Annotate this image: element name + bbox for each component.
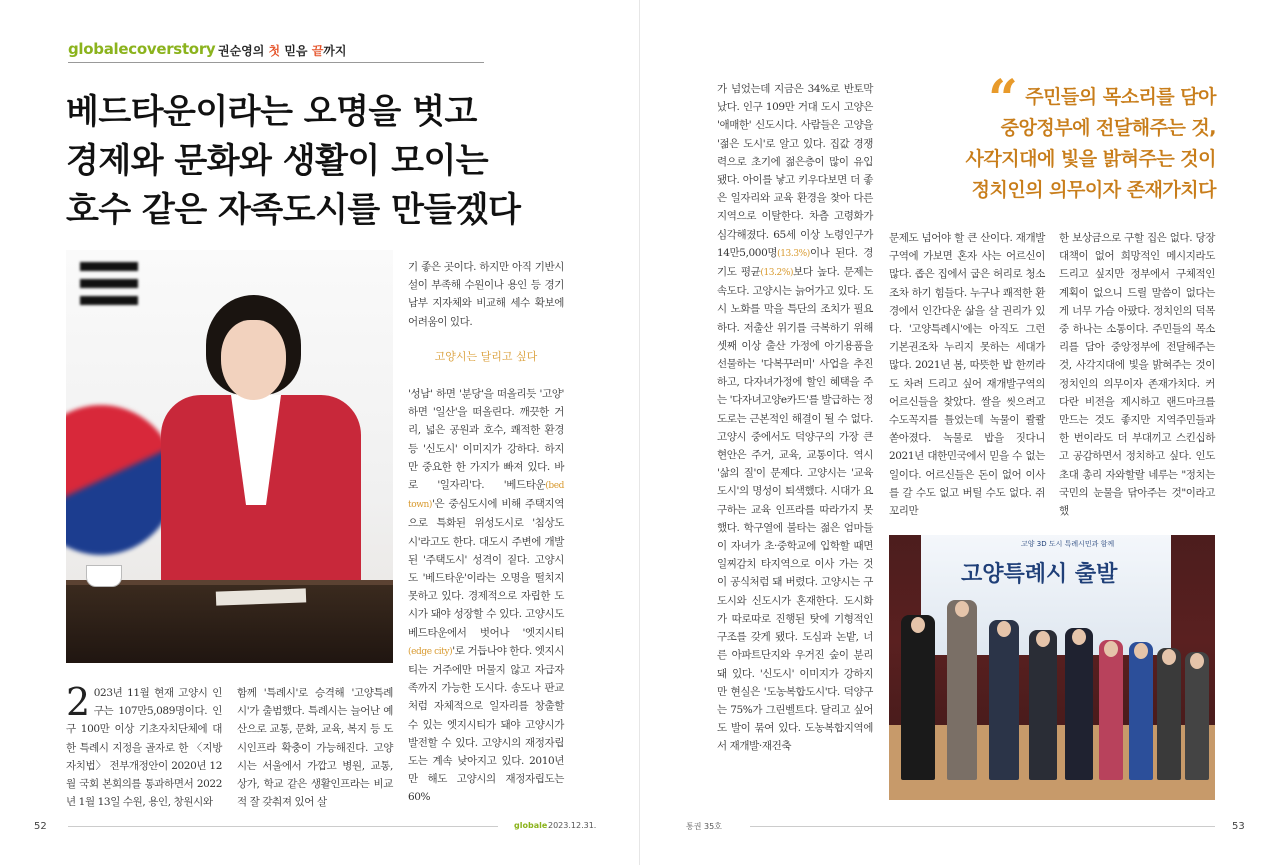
- column-3b-text: [408, 385, 564, 807]
- headline-line-3: 호수 같은 자족도시를 만들겠다: [66, 190, 521, 230]
- section-header: [68, 40, 484, 63]
- subtitle-hl: 첫: [268, 44, 281, 58]
- headline-line-1: 베드타운이라는 오명을 벗고: [66, 92, 477, 132]
- c4-part1: 가 넘었는데 지금은 34%로 반토막났다. 인구 109만 거대 도시 고양은 '애매한' 신도시다. 사람들은 고양을 '젊은 도시'로 알고 있다. 집값 경쟁력으로 초기에 젊은층이 많이 유입됐다. 아이를 낳고 키우다보면 더 좋은 일자리와 교육 환경을 찾아 다른 지역으로 이탈한다. 차츰 고령화가 심각해졌다. 65세 이상 노령인구가 14만5,000명: [717, 83, 873, 259]
- column-6-text: 한 보상금으로 구할 집은 없다. 당장 대책이 없어 희망적인 메시지라도 드리고 싶지만 정부에서 구체적인 계획이 없으니 드릴 말씀이 없다는 게 너무 가슴 아팠다. 정치인의 덕목 중 하나는 소통이다. 주민들의 목소리를 담아 중앙정부에 전달해주는 것, 사각지대에 빛을 밝혀주는 것이 정치인의 의무이자 존재가치다. 커다란 비전을 제시하고 랜드마크를 만드는 것도 좋지만 지역주민들과 한 번이라도 더 부대끼고 스킨십하고 공감하면서 정치하고 싶다. 인도 초대 총리 자와할랄 네루는 "정치는 국민의 눈물을 닦아주는 것"이라고 했: [1059, 232, 1215, 518]
- attendee-1-head: [911, 617, 925, 633]
- face: [221, 320, 286, 400]
- person-figure: [161, 295, 361, 615]
- page-number-right: 53: [1232, 821, 1245, 832]
- event-photo: [889, 535, 1215, 800]
- quote-line-4: 정치인의 의무이자 존재가치다: [971, 179, 1216, 201]
- body-column-4: [717, 80, 873, 756]
- body-column-3b: [408, 385, 564, 807]
- attendee-9: [1185, 652, 1209, 780]
- subtitle-pre: 권순영의: [218, 44, 269, 58]
- c4-part3: 보다 높다. 문제는 속도다. 고양시는 늙어가고 있다. 도시 노화를 막을 특단의 조치가 필요하다. 저출산 위기를 극복하기 위해 셋째 이상 출산 가정에 아기용품을 선물하는 '다복꾸러미' 사업을 추진하고, 다자녀가정에 할인 혜택을 주는 '다자녀고양e카드'를 발급하는 정도로는 근본적인 해결이 될 수 없다. 고양시 중에서도 덕양구의 가장 큰 현안은 주거, 교육, 교통이다. 역시 '삶의 질'이 문제다. 고양시는 '교육도시'의 명성이 퇴색했다. 시대가 요구하는 교육 인프라를 따라가지 못했다. 학구열에 불타는 젊은 엄마들이 자녀가 초·중학교에 입학할 때면 일찌감치 타지역으로 이사 가는 것이 공식처럼 돼 버렸다. 고양시는 구도시와 신도시가 혼재한다. 도시화가 따로따로 진행된 탓에 기형적인 구조를 갖게 됐다. 도심과 논밭, 너른 아파트단지와 우거진 숲이 분리돼 있다. '신도시' 이미지가 강하지만 현실은 '도농복합도시'다. 덕양구는 75%가 그린벨트다. 달리고 싶어도 발이 묶여 있다. 도농복합지역에서 재개발·재건축: [717, 266, 874, 753]
- c3b-part2: '은 중심도시에 비해 주택지역으로 특화된 위성도시로 '침상도시'라고도 한다. 대도시 주변에 개발된 '주택도시' 성격이 짙다. 고양시도 '베드타운'이라는 오명을 떨치지 못하고 있다. 경제적으로 자립한 도시가 돼야 성장할 수 있다. 고양시도 베드타운에서 벗어나 '엣지시티: [408, 498, 564, 639]
- attendee-4: [1029, 630, 1057, 780]
- c3b-part3: '로 거듭나야 한다. 엣지시티는 거주에만 머물지 않고 자급자족까지 가능한 도시다. 송도나 판교처럼 자체적으로 일자리를 창출할 수 있는 엣지시티가 돼야 고양시가 발전할 수 있다. 고양시의 재정자립도는 계속 낮아지고 있다. 2010년만 해도 고양시의 재정자립도는 60%: [408, 644, 564, 804]
- portrait-photo: [66, 250, 393, 663]
- column-2-text: 함께 '특례시'로 승격해 '고양특례시'가 출범했다. 특례시는 늘어난 예산으로 교통, 문화, 교육, 복지 등 도시인프라 확충이 가능해진다. 고양시는 서울에서 가깝고 병원, 교통, 상가, 학교 같은 생활인프라는 비교적 잘 갖춰져 있어 살: [237, 687, 393, 809]
- body-column-1: [66, 680, 222, 811]
- attendee-6: [1099, 640, 1123, 780]
- c3b-part1: '성남' 하면 '분당'을 떠올리듯 '고양' 하면 '일산'을 떠올린다. 깨끗한 거리, 넓은 공원과 호수, 쾌적한 환경 등 '신도시' 이미지가 강하다. 하지만 중요한 한 가지가 빠져 있다. 바로 '일자리'다. '베드타운: [408, 388, 564, 492]
- section-subhead: 고양시는 달리고 싶다: [434, 350, 538, 363]
- page-number-left: 52: [34, 821, 47, 832]
- body-column-3a: [408, 258, 564, 331]
- footer-date: 2023.12.31.: [548, 821, 597, 830]
- c3b-hl2: (edge city): [408, 646, 453, 657]
- attendee-1: [901, 615, 935, 780]
- flag-trigram: [80, 262, 140, 322]
- column-3a-text: 기 좋은 곳이다. 하지만 아직 기반시설이 부족해 수원이나 용인 등 경기 남부 지자체와 비교해 세수 확보에 어려움이 있다.: [408, 261, 564, 328]
- footer-brand: [514, 821, 547, 830]
- brand-e: e: [118, 40, 129, 58]
- section-brand: [68, 40, 215, 58]
- body-column-6: [1059, 229, 1215, 520]
- attendee-8: [1157, 648, 1181, 780]
- banner-title: 고양특례시 출발: [961, 562, 1118, 587]
- attendee-3-head: [997, 621, 1011, 637]
- footer-rule-left: [68, 826, 498, 827]
- brand-global: global: [68, 40, 119, 58]
- footer-brand-global: global: [514, 821, 542, 830]
- teacup: [86, 565, 122, 587]
- subtitle-mid: 믿음: [280, 44, 312, 58]
- brand-coverstory: coverstory: [128, 40, 216, 58]
- body-column-2: [237, 684, 393, 811]
- drop-cap: 2: [66, 680, 90, 724]
- c4-part2: 이나 된다. 경기도 평균: [717, 246, 873, 279]
- attendee-3: [989, 620, 1019, 780]
- c4-hl2: (13.2%): [760, 268, 794, 279]
- subtitle-post: 까지: [323, 44, 347, 58]
- pull-quote: [960, 82, 1216, 206]
- section-subtitle: [218, 42, 346, 59]
- attendee-4-head: [1036, 631, 1050, 647]
- subtitle-hl2: 끝: [311, 44, 324, 58]
- attendee-9-head: [1190, 653, 1204, 669]
- footer-issue: 통권 35호: [686, 822, 722, 831]
- column-5-text: 문제도 넘어야 할 큰 산이다. 재개발구역에 가보면 혼자 사는 어르신이 많다. 좁은 집에서 굽은 허리로 청소조차 하기 힘들다. 누구나 쾌적한 환경에서 인간다운 삶을 살 권리가 있다. '고양특례시'에는 아직도 그런 기본권조차 누리지 못하는 세대가 많다. 2021년 봄, 따뜻한 밥 한끼라도 차려 드리고 싶어 재개발구역의 어르신들을 찾았다. 쌀을 씻으려고 수도꼭지를 틀었는데 녹물이 콸콸 쏟아졌다. 녹물로 밥을 짓다니 2021년 대한민국에서 믿을 수 없는 일이다. 어르신들은 돈이 없어 이사를 갈 수도 없고 버틸 수도 없다. 쥐꼬리만: [889, 232, 1045, 518]
- c4-hl1: (13.3%): [777, 248, 810, 259]
- attendee-5: [1065, 628, 1093, 780]
- column-1-text: 023년 11월 현재 고양시 인구는 107만5,089명이다. 인구 100만 이상 기초자치단체에 대한 특례시 지정을 골자로 한 〈지방자치법〉 전부개정안이 2020년 12월 국회 본회의를 통과하면서 2022년 1월 13일 수원, 용인, 창원시와: [66, 687, 222, 809]
- quote-line-2: 중앙정부에 전달해주는 것,: [1000, 117, 1216, 139]
- column-4-text: [717, 80, 873, 756]
- article-headline: [66, 88, 586, 235]
- attendee-2: [947, 600, 977, 780]
- quote-line-1: 주민들의 목소리를 담아: [1025, 86, 1216, 108]
- attendee-6-head: [1104, 641, 1118, 657]
- attendee-7-head: [1134, 643, 1148, 659]
- attendee-7: [1129, 642, 1153, 780]
- attendee-8-head: [1162, 649, 1176, 665]
- attendee-5-head: [1072, 629, 1086, 645]
- quote-mark-icon: “: [988, 69, 1018, 130]
- banner-subtitle: 고양 3D 도시 특례시민과 함께: [1021, 540, 1115, 548]
- attendee-2-head: [955, 601, 969, 617]
- body-column-5: [889, 229, 1045, 520]
- headline-line-2: 경제와 문화와 생활이 모이는: [66, 141, 489, 181]
- c3b-hl1: (bed town): [408, 481, 564, 511]
- quote-line-3: 사각지대에 빛을 밝혀주는 것이: [965, 148, 1216, 170]
- footer-rule-right: [750, 826, 1215, 827]
- footer-brand-e: e: [541, 821, 548, 830]
